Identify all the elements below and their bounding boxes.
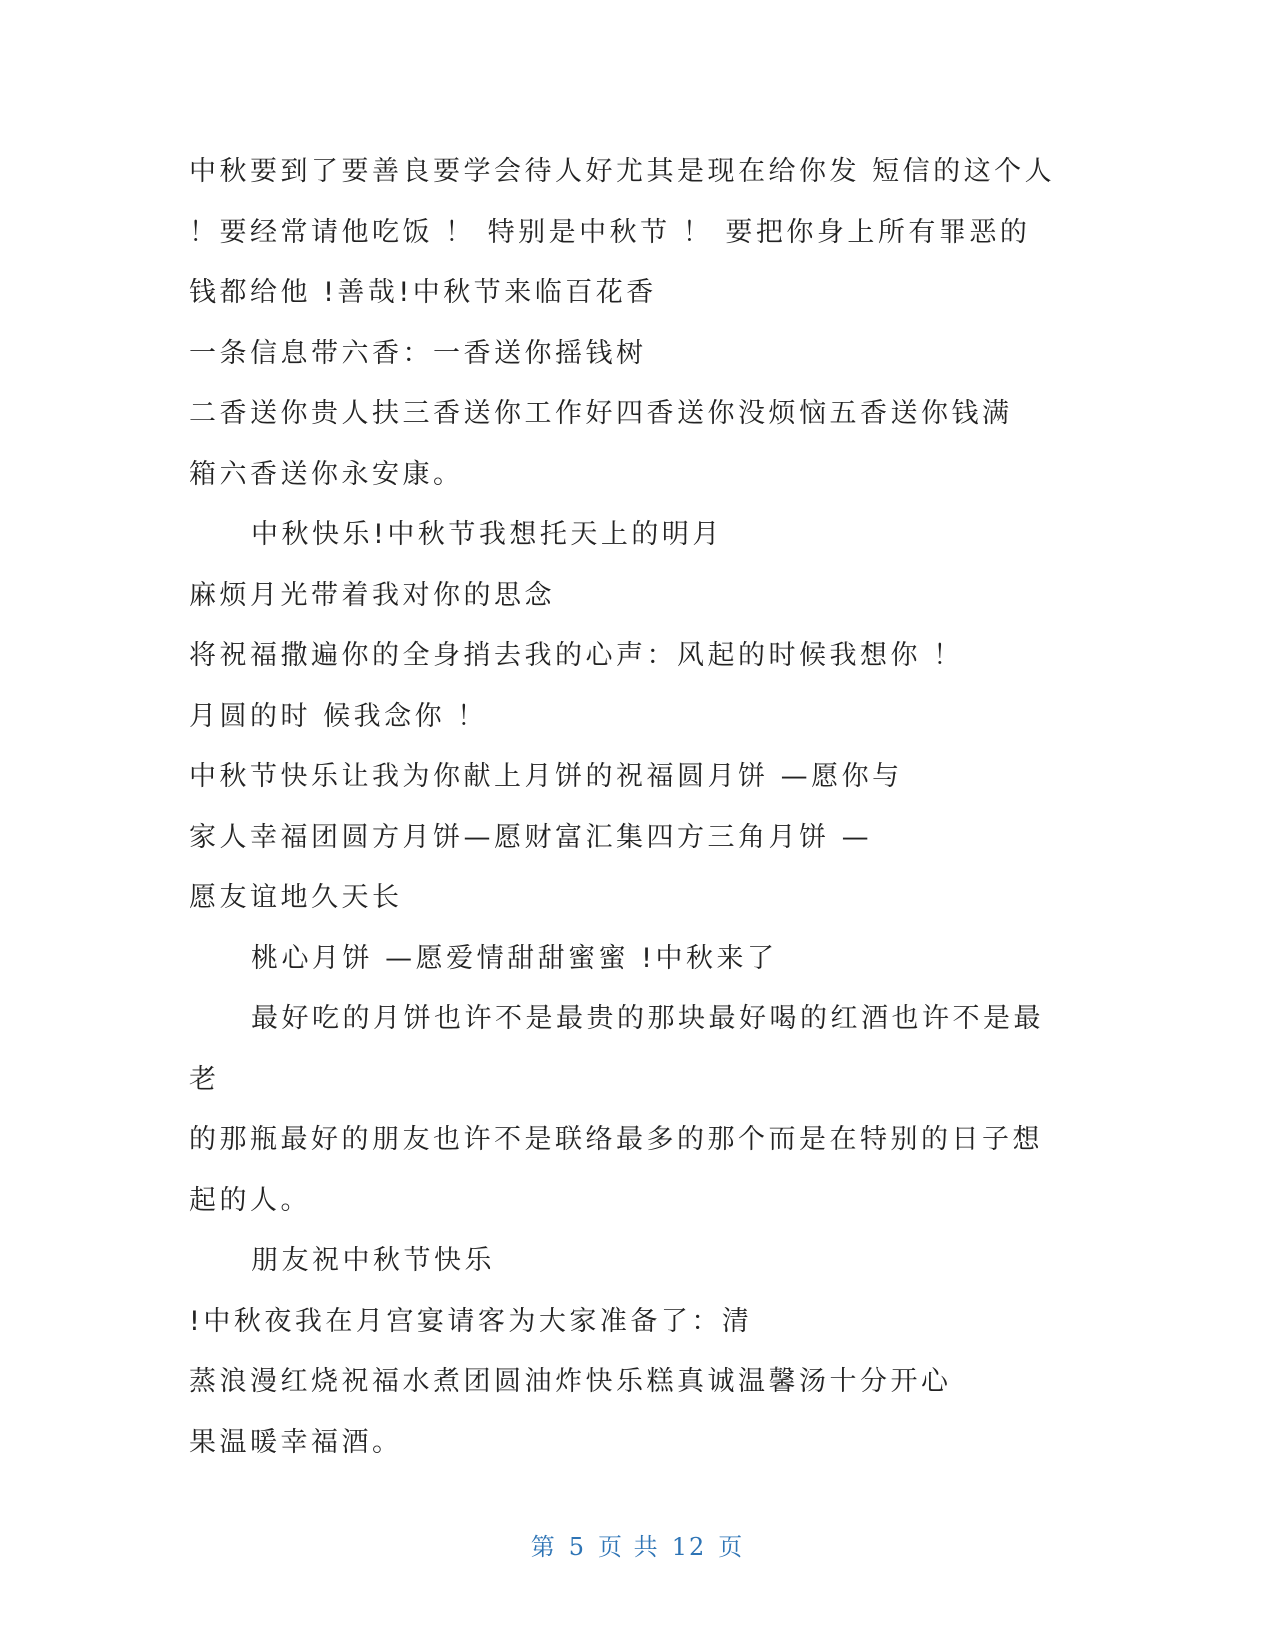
text-line: 中秋节快乐让我为你献上月饼的祝福圆月饼 —愿你与: [189, 761, 903, 792]
footer-middle: 页 共: [598, 1533, 660, 1561]
text-line: 箱六香送你永安康。: [189, 458, 464, 490]
footer-suffix: 页: [718, 1533, 745, 1561]
text-line: 中秋要到了要善良要学会待人好尤其是现在给你发 短信的这个人: [189, 156, 1056, 187]
document-body: [189, 142, 1089, 1473]
text-line: 一条信息带六香：一香送你摇钱树: [189, 337, 647, 369]
text-line: 月圆的时 候我念你 ！: [189, 700, 488, 732]
page-footer: [0, 1527, 1275, 1562]
text-line: 老: [189, 1063, 220, 1095]
text-line: 家人幸福团圆方月饼—愿财富汇集四方三角月饼 —: [189, 821, 873, 853]
current-page-number: 5: [568, 1533, 587, 1561]
text-line: 的那瓶最好的朋友也许不是联络最多的那个而是在特别的日子想: [189, 1124, 1043, 1155]
text-line: !中秋夜我在月宫宴请客为大家准备了：清: [189, 1305, 753, 1337]
text-line-indented: 中秋快乐!中秋节我想托天上的明月: [251, 519, 723, 550]
text-line: 愿友谊地久天长: [189, 882, 403, 913]
text-line-indented: 朋友祝中秋节快乐: [251, 1245, 495, 1276]
text-line: 起的人。: [189, 1184, 311, 1216]
footer-prefix: 第: [530, 1533, 557, 1561]
text-line: 蒸浪漫红烧祝福水煮团圆油炸快乐糕真诚温馨汤十分开心: [189, 1366, 952, 1397]
text-line: 果温暖幸福酒。: [189, 1426, 403, 1458]
total-page-number: 12: [671, 1533, 707, 1561]
text-line-indented: 最好吃的月饼也许不是最贵的那块最好喝的红酒也许不是最: [251, 1003, 1044, 1034]
text-line-indented: 桃心月饼 —愿爱情甜甜蜜蜜 !中秋来了: [251, 942, 778, 974]
text-line: 二香送你贵人扶三香送你工作好四香送你没烦恼五香送你钱满: [189, 398, 1013, 429]
text-line: 麻烦月光带着我对你的思念: [189, 579, 555, 611]
text-line: ！要经常请他吃饭 ！ 特别是中秋节 ！ 要把你身上所有罪恶的: [189, 216, 1031, 248]
text-line: 钱都给他 !善哉!中秋节来临百花香: [189, 277, 657, 308]
text-line: 将祝福撒遍你的全身捎去我的心声：风起的时候我想你 ！: [189, 640, 964, 671]
